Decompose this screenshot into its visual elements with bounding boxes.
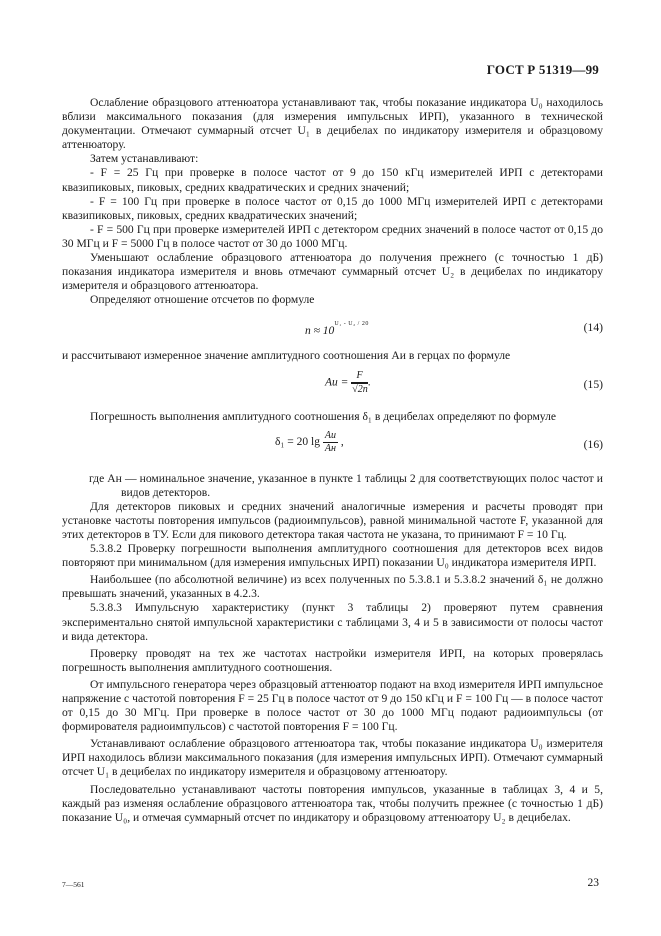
formula-exponent: U₁ - U₂ / 20 [334,321,369,328]
formula-14 [62,313,603,343]
formula-number: (15) [583,377,603,391]
list-item: - F = 500 Гц при проверке измерителей ИРП с детектором средних значений в полосе частот от 0,15 до 30 МГц и F = 5000 Гц в полосе частот от 30 до 1000 МГц. [62,222,603,250]
paragraph: Уменьшают ослабление образцового аттенюатора до получения прежнего (с точностью 1 дБ) показания индикатора измерителя и вновь отмечают суммарный отсчет U₂ в децибелах по индикатору измерителя и образцового аттенюатора. [62,251,603,293]
formula-fraction [351,370,368,396]
formula-16 [62,430,603,466]
page-number: 23 [587,877,599,889]
formula-number: (16) [583,437,603,451]
paragraph: Проверку проводят на тех же частотах настройки измерителя ИРП, на которых проверялась погрешность выполнения амплитудного соотношения. [62,646,603,674]
standard-header: ГОСТ Р 51319—99 [486,62,599,77]
paragraph: Ослабление образцового аттенюатора устанавливают так, чтобы показание индикатора U₀ находилось вблизи максимального показания (для измерения импульсных ИРП), указанного в технической документации. Отмечают суммарный отсчет U₁ в децибелах по индикатору измерителя и образцовому аттенюатору. [62,96,603,152]
fraction-denominator: √2n [352,383,368,395]
paragraph: Наибольшее (по абсолютной величине) из всех полученных по 5.3.8.1 и 5.3.8.2 значений δ₁ не должно превышать значений, указанных в 4.2.3. [62,573,603,601]
fraction-denominator: Aн [324,442,336,454]
print-code: 7—561 [62,880,85,889]
list-item: - F = 25 Гц при проверке в полосе частот от 9 до 150 кГц измерителей ИРП с детекторами квазипиковых, пиковых, средних квадратических и средних значений; [62,166,603,194]
formula-15 [62,370,603,404]
paragraph: Погрешность выполнения амплитудного соотношения δ₁ в децибелах определяют по формуле [90,409,557,423]
fraction-numerator: F [351,370,368,383]
formula-expression [305,317,369,338]
paragraph: Для детекторов пиковых и средних значений аналогичные измерения и расчеты проводят при установке частоты повторения импульсов (радиоимпульсов), равной минимальной частоте F, указанной для этих детекторов в ТУ. Если для пикового детектора такая частота не указана, то принимают F = 10 Гц. [62,499,603,541]
paragraph: Определяют отношение отсчетов по формуле [90,293,315,307]
formula-lhs: δ₁ = 20 lg [275,435,320,448]
formula-lhs: n ≈ 10 [305,325,335,338]
formula-tail: , [340,435,344,448]
formula-lhs: Aи = [325,376,349,389]
paragraph: От импульсного генератора через образцовый аттенюатор подают на вход измерителя ИРП импульсное напряжение с частотой повторения F = 25 Гц в полосе частот от 9 до 150 кГц и F = 100 Гц — в полосе частот от 0,15 до 30 МГц. При проверке в полосе частот от 30 до 1000 МГц подают радиоимпульсы (от формирователя радиоимпульсов) с частотой повторения F = 100 Гц. [62,677,603,734]
definition-paragraph: где Aн — номинальное значение, указанное в пункте 1 таблицы 2 для соответствующих полос частот и видов детекторов. [89,471,603,499]
formula-expression [275,430,344,455]
list-item: - F = 100 Гц при проверке в полосе частот от 0,15 до 1000 МГц измерителей ИРП с детекторами квазипиковых, пиковых, средних квадратических значений; [62,194,603,222]
paragraph: Устанавливают ослабление образцового аттенюатора так, чтобы показание индикатора U₀ измерителя ИРП находилось вблизи максимального показания (для измерения импульсных ИРП). Отмечают суммарный отсчет U₁ в децибелах по индикатору измерителя и образцовому аттенюатору. [62,737,603,779]
paragraph: Последовательно устанавливают частоты повторения импульсов, указанные в таблицах 3, 4 и 5, каждый раз изменяя ослабление образцового аттенюатора так, чтобы получить прежнее (с точностью 1 дБ) показание U₀, и отмечая суммарный отсчет по индикатору и образцовому аттенюатору U₂ в децибелах. [62,782,603,824]
document-body [62,96,603,825]
formula-expression [325,370,371,396]
fraction-numerator: Aи [324,429,336,441]
formula-number: (14) [583,321,603,335]
paragraph: Затем устанавливают: [90,152,199,166]
paragraph: и рассчитывают измеренное значение амплитудного соотношения Aи в герцах по формуле [62,349,511,363]
paragraph: 5.3.8.2 Проверку погрешности выполнения амплитудного соотношения для детекторов всех видов повторяют при минимальном (для измерения импульсных ИРП) показании U₀ индикатора измерителя ИРП. [62,542,603,570]
paragraph: 5.3.8.3 Импульсную характеристику (пункт 3 таблицы 2) проверяют путем сравнения экспериментально снятой импульсной характеристики с таблицами 3, 4 и 5 в зависимости от полосы частот и вида детектора. [62,601,603,643]
formula-tail: . [367,376,371,389]
formula-fraction [323,430,338,455]
